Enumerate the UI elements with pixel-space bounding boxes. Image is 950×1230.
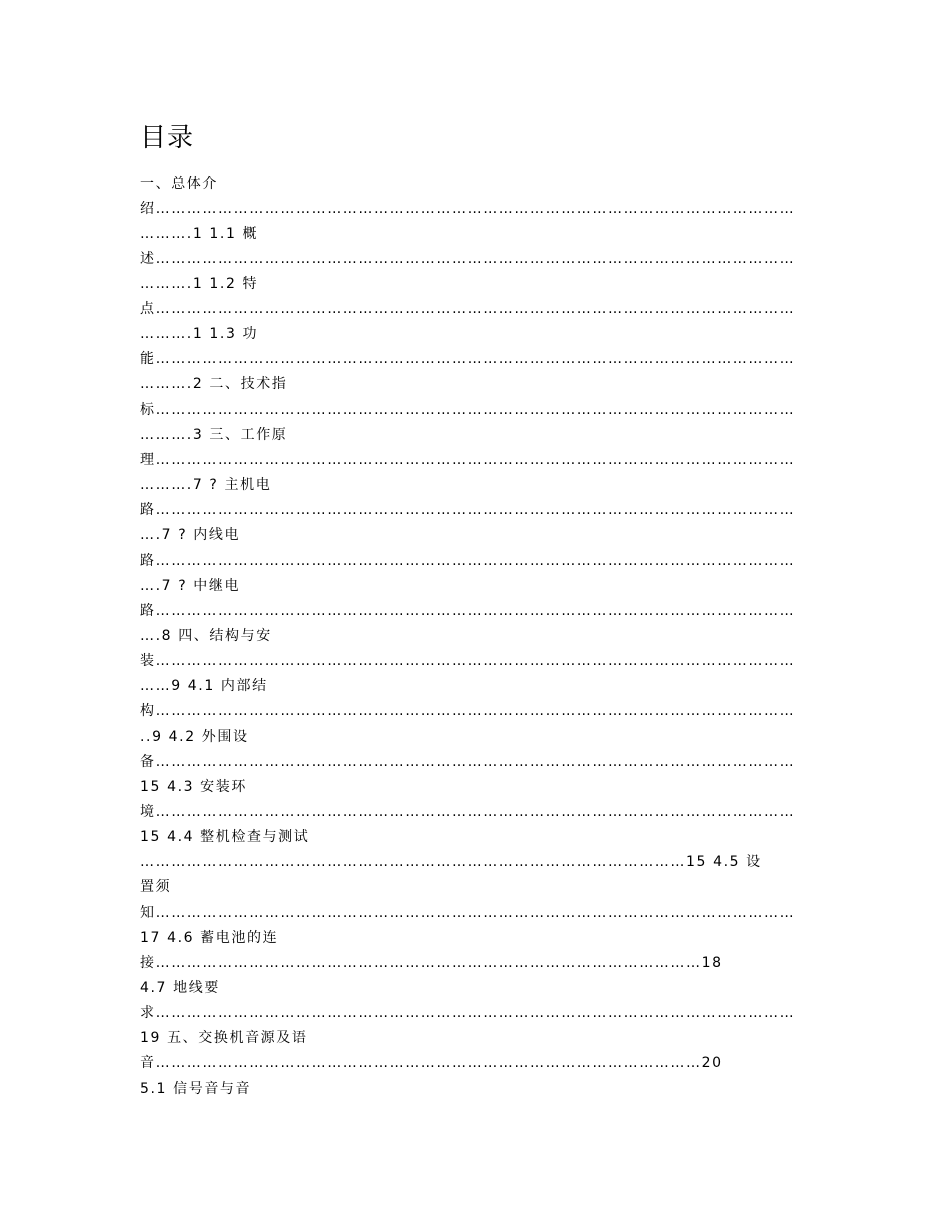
toc-line: 路…………………………………………………………………………………………………………… (140, 502, 796, 518)
toc-line: 路…………………………………………………………………………………………………………… (140, 553, 796, 569)
toc-line: 备…………………………………………………………………………………………………………… (140, 754, 796, 770)
toc-line: ….7 ? 中继电 (140, 578, 241, 594)
toc-line: 5.1 信号音与音 (140, 1081, 252, 1097)
toc-line: ……9 4.1 内部结 (140, 678, 268, 694)
toc-line: 19 五、交换机音源及语 (140, 1030, 308, 1046)
toc-line: ……….1 1.2 特 (140, 276, 259, 292)
toc-line: ….7 ? 内线电 (140, 527, 241, 543)
toc-line: 接……………………………………………………………………………………………18 (140, 955, 723, 971)
toc-line: ……….2 二、技术指 (140, 376, 288, 392)
toc-line: 能…………………………………………………………………………………………………………… (140, 351, 796, 367)
toc-line: 标…………………………………………………………………………………………………………… (140, 402, 796, 418)
toc-line: 15 4.4 整机检查与测试 (140, 829, 310, 845)
toc-line: 路…………………………………………………………………………………………………………… (140, 603, 796, 619)
toc-page (140, 122, 820, 1097)
page-title: 目录 (140, 123, 195, 153)
toc-line: ……….3 三、工作原 (140, 427, 288, 443)
toc-line: 音……………………………………………………………………………………………20 (140, 1055, 723, 1071)
toc-line: ….8 四、结构与安 (140, 628, 272, 644)
toc-line: 绍…………………………………………………………………………………………………………… (140, 201, 796, 217)
toc-line: 置须 (140, 879, 172, 895)
toc-line: 17 4.6 蓄电池的连 (140, 930, 279, 946)
toc-line: 理…………………………………………………………………………………………………………… (140, 452, 796, 468)
toc-line: 知…………………………………………………………………………………………………………… (140, 905, 796, 921)
toc-line: 15 4.3 安装环 (140, 779, 247, 795)
toc-line: 境…………………………………………………………………………………………………………… (140, 804, 796, 820)
toc-line: 4.7 地线要 (140, 980, 220, 996)
toc-line: 述…………………………………………………………………………………………………………… (140, 251, 796, 267)
toc-line: 点…………………………………………………………………………………………………………… (140, 301, 796, 317)
toc-line: 构…………………………………………………………………………………………………………… (140, 703, 796, 719)
toc-line: ……….1 1.1 概 (140, 226, 259, 242)
toc-line: ..9 4.2 外围设 (140, 729, 249, 745)
toc-line: 一、总体介 (140, 176, 218, 192)
toc-line: 求…………………………………………………………………………………………………………… (140, 1005, 796, 1021)
toc-line: ……………………………………………………………………………………………15 4.5 设 (140, 854, 762, 870)
toc-line: 装…………………………………………………………………………………………………………… (140, 653, 796, 669)
toc-line: ……….7 ? 主机电 (140, 477, 272, 493)
toc-line: ……….1 1.3 功 (140, 326, 259, 342)
